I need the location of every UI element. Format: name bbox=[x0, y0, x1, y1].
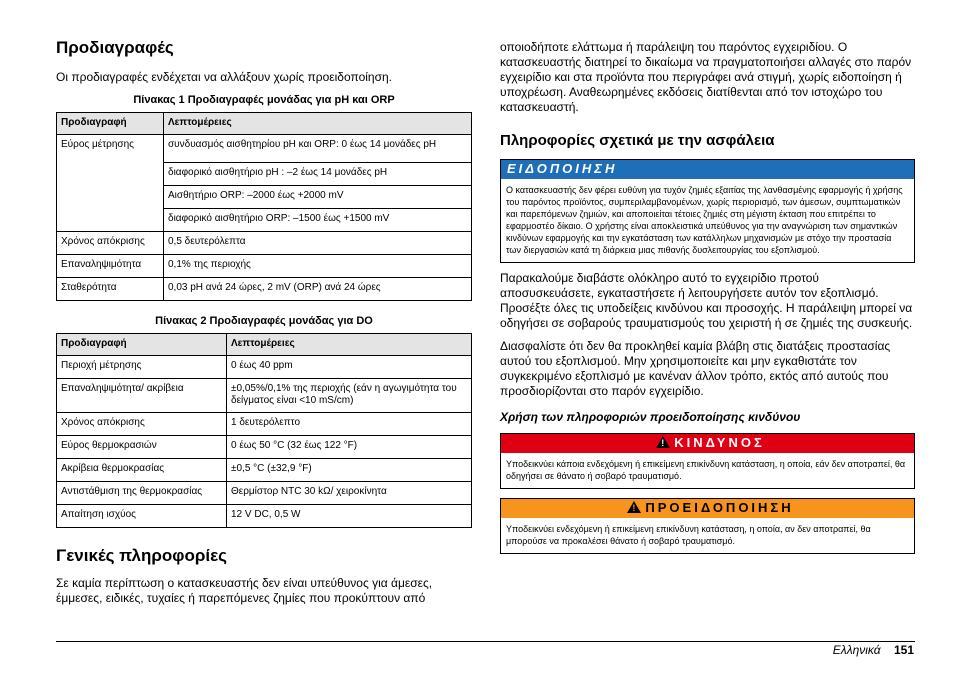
spec-cell: Σταθερότητα bbox=[57, 278, 164, 301]
warning-text: Υποδεικνύει ενδεχόμενη ή επικείμενη επικίνδυνη κατάσταση, η οποία, αν δεν αποτραπεί, θα μπορούσε να προκαλέσει θάνατο ή σοβαρό τραυματισμό. bbox=[506, 524, 871, 546]
column-header-details: Λεπτομέρειες bbox=[164, 113, 472, 135]
safety-info-heading: Πληροφορίες σχετικά με την ασφάλεια bbox=[500, 132, 775, 149]
ph-orp-specs-table bbox=[56, 112, 472, 301]
column-header-details: Λεπτομέρειες bbox=[227, 334, 472, 356]
table-row bbox=[57, 505, 472, 528]
range-value: διαφορικό αισθητήριο ORP: –1500 έως +1500 mV bbox=[164, 209, 472, 232]
protection-paragraph: Διασφαλίστε ότι δεν θα προκληθεί καμία βλάβη στις διατάξεις προστασίας αυτού του εξοπλισμού. Μην χρησιμοποιείτε και μην εγκαθιστάτε τον συγκεκριμένο εξοπλισμό με κανέναν άλλον τρόπο, εκτός από αυτούς που προσδιορίζονται στο παρόν εγχειρίδιο. bbox=[500, 339, 891, 398]
notice-box bbox=[500, 159, 915, 263]
table-row bbox=[57, 459, 472, 482]
detail-cell: 0,5 δευτερόλεπτα bbox=[164, 232, 472, 255]
column-header-spec: Προδιαγραφή bbox=[57, 113, 164, 135]
specifications-intro: Οι προδιαγραφές ενδέχεται να αλλάξουν χωρίς προειδοποίηση. bbox=[56, 70, 392, 84]
continued-paragraph: οποιοδήποτε ελάττωμα ή παράλειψη του παρόντος εγχειριδίου. Ο κατασκευαστής διατηρεί το δικαίωμα να πραγματοποιήσει αλλαγές στο παρόν εγχειρίδιο και στα προϊόντα που περιγράφει ανά στιγμή, χωρίς ειδοποίηση ή υποχρέωση. Αναθεωρημένες εκδόσεις διατίθενται από τον ιστοχώρο του κατασκευαστή. bbox=[500, 40, 912, 114]
left-column bbox=[56, 38, 472, 606]
measurement-range-label: Εύρος μέτρησης bbox=[57, 135, 164, 232]
table-row bbox=[57, 255, 472, 278]
hazard-info-heading: Χρήση των πληροφοριών προειδοποίησης κινδύνου bbox=[500, 410, 801, 424]
detail-cell: 0,03 pH ανά 24 ώρες, 2 mV (ORP) ανά 24 ώρες bbox=[164, 278, 472, 301]
detail-cell: 0 έως 50 °C (32 έως 122 °F) bbox=[227, 436, 472, 459]
page-number: 151 bbox=[893, 643, 914, 657]
danger-title: ΚΙΝΔΥΝΟΣ bbox=[674, 435, 765, 450]
spec-cell: Χρόνος απόκρισης bbox=[57, 232, 164, 255]
detail-cell: 0 έως 40 ppm bbox=[227, 356, 472, 379]
column-header-spec: Προδιαγραφή bbox=[57, 334, 227, 356]
table2-caption: Πίνακας 2 Προδιαγραφές μονάδας για DO bbox=[155, 315, 373, 327]
detail-cell: ±0,05%/0,1% της περιοχής (εάν η αγωγιμότητα του δείγματος είναι <10 mS/cm) bbox=[227, 379, 472, 413]
spec-cell: Επαναληψιμότητα/ ακρίβεια bbox=[57, 379, 227, 413]
table1-caption: Πίνακας 1 Προδιαγραφές μονάδας για pH και ORP bbox=[133, 94, 395, 106]
footer-divider bbox=[56, 641, 915, 642]
spec-cell: Αντιστάθμιση της θερμοκρασίας bbox=[57, 482, 227, 505]
spec-cell: Απαίτηση ισχύος bbox=[57, 505, 227, 528]
notice-title: ΕΙΔΟΠΟΙΗΣΗ bbox=[501, 160, 914, 179]
spec-cell: Επαναληψιμότητα bbox=[57, 255, 164, 278]
warning-triangle-icon: ! bbox=[627, 501, 641, 513]
do-specs-table bbox=[56, 333, 472, 528]
warning-triangle-icon: ! bbox=[656, 436, 670, 448]
table-header-row bbox=[57, 113, 472, 135]
detail-cell: 0,1% της περιοχής bbox=[164, 255, 472, 278]
warning-title: ΠΡΟΕΙΔΟΠΟΙΗΣΗ bbox=[645, 500, 794, 515]
warning-header bbox=[501, 499, 914, 518]
table-row bbox=[57, 482, 472, 505]
right-column bbox=[500, 40, 915, 554]
spec-cell: Περιοχή μέτρησης bbox=[57, 356, 227, 379]
table-row bbox=[57, 356, 472, 379]
table-row bbox=[57, 436, 472, 459]
table-row bbox=[57, 379, 472, 413]
general-info-text: Σε καμία περίπτωση ο κατασκευαστής δεν είναι υπεύθυνος για άμεσες, έμμεσες, ειδικές, τυχαίες ή παρεπόμενες ζημίες που προκύπτουν από bbox=[56, 576, 433, 605]
spec-cell: Εύρος θερμοκρασιών bbox=[57, 436, 227, 459]
table-row bbox=[57, 232, 472, 255]
table-header-row bbox=[57, 334, 472, 356]
general-info-heading: Γενικές πληροφορίες bbox=[56, 546, 227, 565]
range-value: συνδυασμός αισθητηρίου pH και ORP: 0 έως 14 μονάδες pH bbox=[164, 135, 472, 163]
warning-box bbox=[500, 498, 915, 554]
read-manual-paragraph: Παρακαλούμε διαβάστε ολόκληρο αυτό το εγχειρίδιο προτού αποσυσκευάσετε, εγκαταστήσετε ή λειτουργήσετε αυτόν τον εξοπλισμό. Προσέξτε όλες τις υποδείξεις κινδύνου και προσοχής. Η παράλειψη μπορεί να οδηγήσει σε σοβαρούς τραυματισμούς του χειριστή ή σε ζημιές της συσκευής. bbox=[500, 271, 913, 330]
detail-cell: 1 δευτερόλεπτο bbox=[227, 413, 472, 436]
spec-cell: Χρόνος απόκρισης bbox=[57, 413, 227, 436]
table-row bbox=[57, 413, 472, 436]
range-value: διαφορικό αισθητήριο pH : –2 έως 14 μονάδες pH bbox=[164, 163, 472, 186]
page-footer bbox=[833, 643, 914, 657]
footer-language: Ελληνικά bbox=[832, 643, 881, 657]
detail-cell: ±0,5 °C (±32,9 °F) bbox=[227, 459, 472, 482]
notice-text: Ο κατασκευαστής δεν φέρει ευθύνη για τυχόν ζημιές εξαιτίας της λανθασμένης εφαρμογής ή χρήσης του παρόντος προϊόντος, συμπεριλαμβανομένων, χωρίς περιορισμό, των άμεσων, συμπτωματικών και παρεπόμενων ζημιών, και αποποιείται τέτοιες ζημιές στη μέγιστη έκταση που επιτρέπει το εφαρμοστέο δίκαιο. Ο χρήστης είναι αποκλειστικά υπεύθυνος για την αναγνώριση των σημαντικών κινδύνων εφαρμογής και την εγκατάσταση των κατάλληλων μηχανισμών με στόχο την προστασία των διεργασιών κατά τη διάρκεια μιας πιθανής δυσλειτουργίας του εξοπλισμού. bbox=[506, 185, 903, 255]
table-row bbox=[57, 135, 472, 163]
detail-cell: 12 V DC, 0,5 W bbox=[227, 505, 472, 528]
spec-cell: Ακρίβεια θερμοκρασίας bbox=[57, 459, 227, 482]
range-value: Αισθητήριο ORP: –2000 έως +2000 mV bbox=[164, 186, 472, 209]
table-row bbox=[57, 278, 472, 301]
danger-header bbox=[501, 434, 914, 453]
danger-box bbox=[500, 433, 915, 489]
danger-text: Υποδεικνύει κάποια ενδεχόμενη ή επικείμενη επικίνδυνη κατάσταση, η οποία, εάν δεν αποτραπεί, θα οδηγήσει σε θάνατο ή σοβαρό τραυματισμό. bbox=[506, 459, 906, 481]
specifications-heading: Προδιαγραφές bbox=[56, 38, 174, 57]
detail-cell: Θερμίστορ NTC 30 kΩ/ χειροκίνητα bbox=[227, 482, 472, 505]
